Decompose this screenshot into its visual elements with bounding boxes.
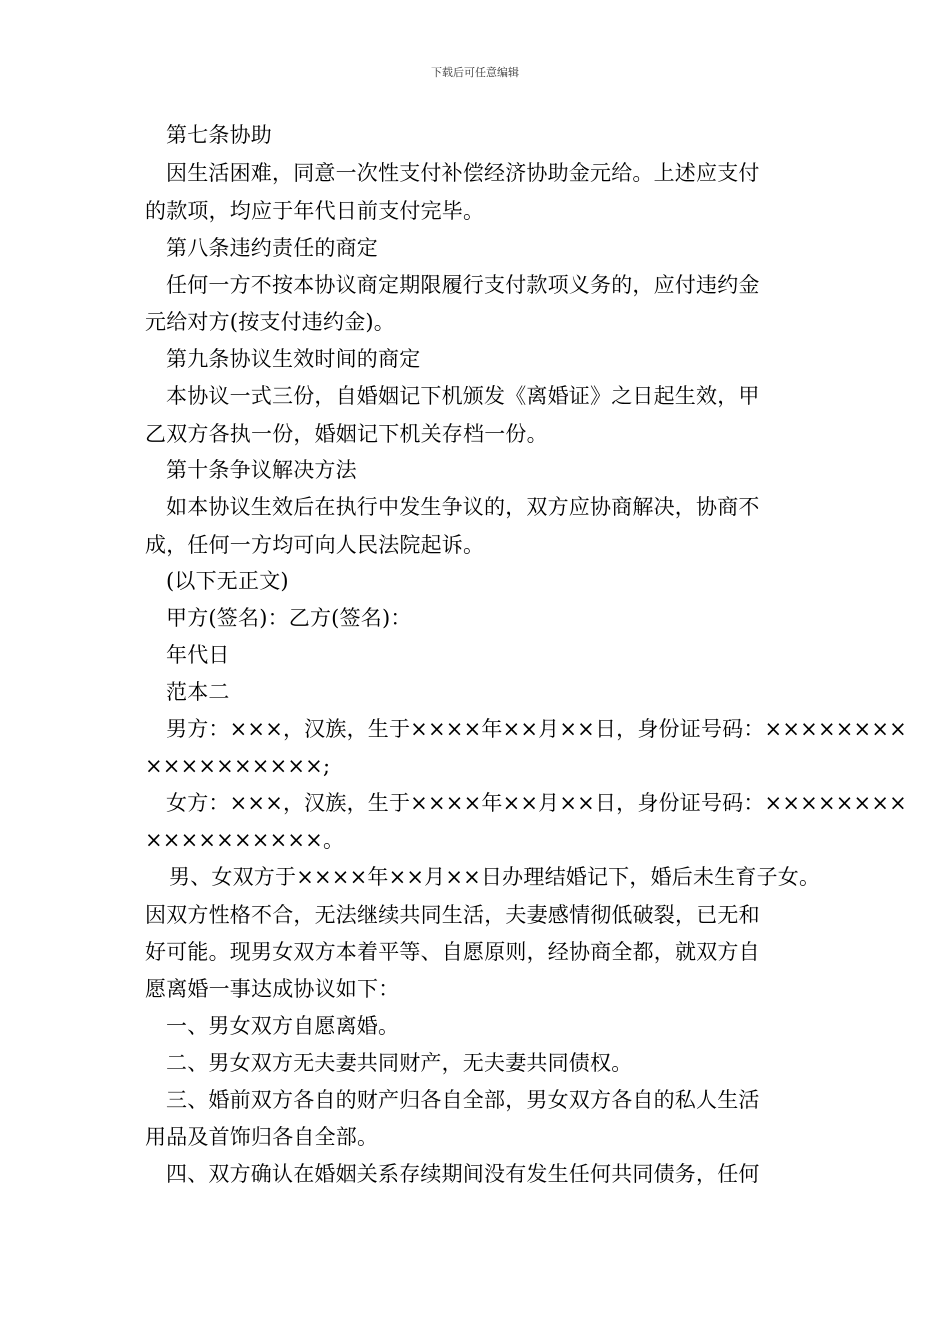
article-9-heading: 第九条协议生效时间的商定 xyxy=(166,347,421,371)
article-9-text-line-2: 乙双方各执一份，婚姻记下机关存档一份。 xyxy=(145,422,548,446)
date-line: 年代日 xyxy=(166,643,230,667)
article-8-text-line-2: 元给对方(按支付违约金)。 xyxy=(145,310,395,334)
intro-paragraph-line-1: 男、女双方于××××年××月××日办理结婚记下，婚后未生育子女。 xyxy=(169,865,821,889)
no-further-text: (以下无正文) xyxy=(166,569,289,593)
clause-4-line-1: 四、双方确认在婚姻关系存续期间没有发生任何共同债务，任何 xyxy=(166,1162,760,1186)
female-party-line-1: 女方：×××，汉族，生于××××年××月××日，身份证号码：×××××××× xyxy=(166,791,907,815)
article-8-heading: 第八条违约责任的商定 xyxy=(166,236,378,260)
article-7-heading: 第七条协助 xyxy=(166,123,272,147)
article-10-heading: 第十条争议解决方法 xyxy=(166,458,357,482)
article-7-text-line-1: 因生活困难，同意一次性支付补偿经济协助金元给。上述应支付 xyxy=(166,161,760,185)
article-7-text-line-2: 的款项，均应于年代日前支付完毕。 xyxy=(145,199,485,223)
article-9-text-line-1: 本协议一式三份，自婚姻记下机颁发《离婚证》之日起生效，甲 xyxy=(166,384,760,408)
intro-paragraph-line-3: 好可能。现男女双方本着平等、自愿原则，经协商全都，就双方自 xyxy=(145,940,760,964)
intro-paragraph-line-2: 因双方性格不合，无法继续共同生活，夫妻感情彻低破裂，已无和 xyxy=(145,903,760,927)
clause-3-line-1: 三、婚前双方各自的财产归各自全部，男女双方各自的私人生活 xyxy=(166,1088,760,1112)
article-10-text-line-1: 如本协议生效后在执行中发生争议的，双方应协商解决，协商不 xyxy=(166,495,760,519)
intro-paragraph-line-4: 愿离婚一事达成协议如下： xyxy=(145,977,400,1001)
clause-1: 一、男女双方自愿离婚。 xyxy=(166,1014,400,1038)
male-party-line-1: 男方：×××，汉族，生于××××年××月××日，身份证号码：×××××××× xyxy=(166,717,907,741)
template-2-heading: 范本二 xyxy=(166,680,230,704)
article-10-text-line-2: 成，任何一方均可向人民法院起诉。 xyxy=(145,533,485,557)
signature-line: 甲方(签名)：乙方(签名)： xyxy=(166,606,412,630)
female-party-line-2: ××××××××××。 xyxy=(145,828,345,852)
male-party-line-2: ××××××××××; xyxy=(145,754,331,778)
clause-2: 二、男女双方无夫妻共同财产，无夫妻共同债权。 xyxy=(166,1051,633,1075)
page-header-note: 下载后可任意编辑 xyxy=(431,66,519,79)
article-8-text-line-1: 任何一方不按本协议商定期限履行支付款项义务的，应付违约金 xyxy=(166,273,760,297)
clause-3-line-2: 用品及首饰归各自全部。 xyxy=(145,1125,379,1149)
